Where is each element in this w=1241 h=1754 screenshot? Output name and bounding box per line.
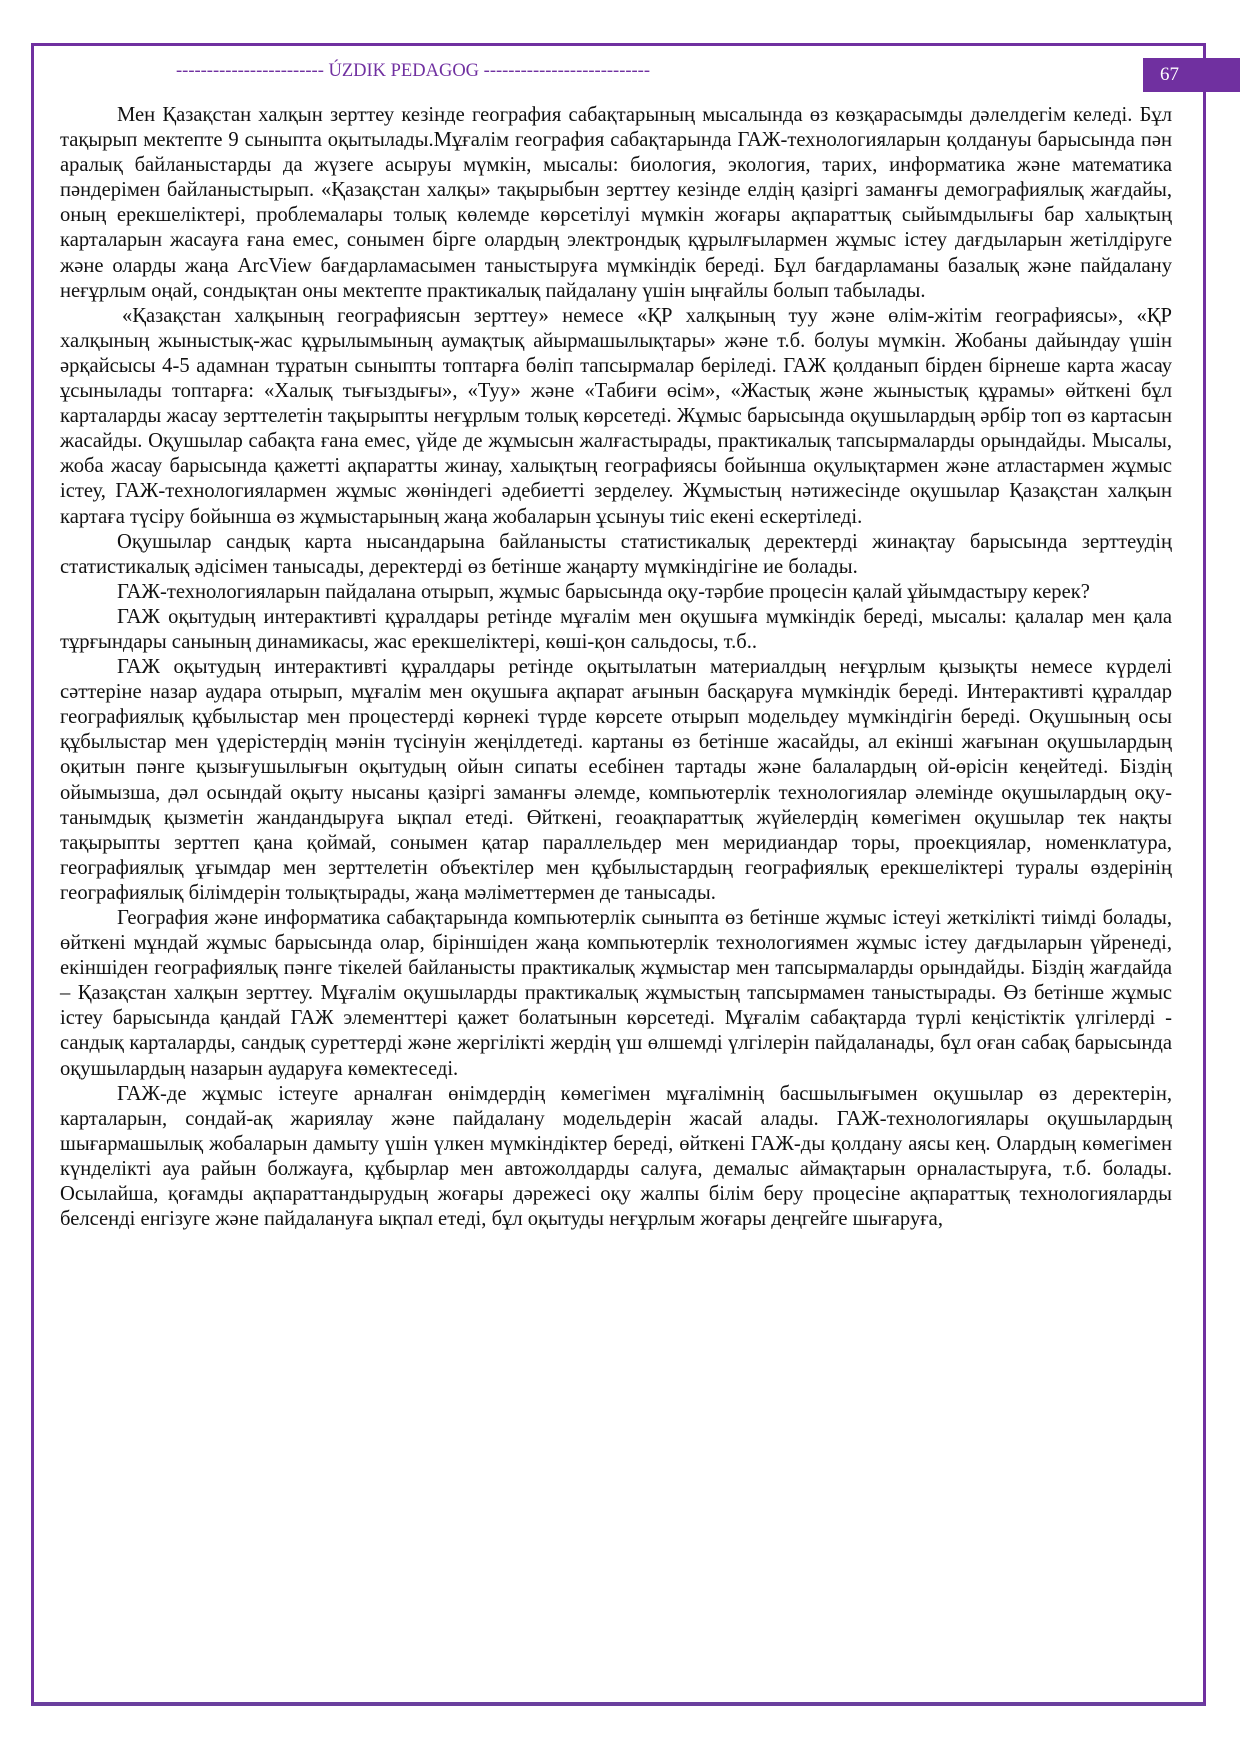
running-header-title: ------------------------ ÚZDIK PEDAGOG ---------------------------: [176, 61, 650, 81]
article-body: [60, 103, 1172, 1232]
paragraph-8: ГАЖ-де жұмыс істеуге арналған өнімдердің көмегімен мұғалімнің басшылығымен оқушылар өз деректерін, карталарын, сондай-ақ жариялау және пайдалану модельдерін жасай алады. ГАЖ-технологиялары оқушылардың шығармашылық жобаларын дамыту үшін үлкен мүмкіндіктер береді, өйткені ГАЖ-ды қолдану аясы кең. Олардың көмегімен күнделікті ауа райын болжауға, құбырлар мен автожолдарды салуға, демалыс аймақтарын орналастыруға, т.б. болады. Осылайша, қоғамды ақпараттандырудың жоғары дәрежесі оқу жалпы білім беру процесіне ақпараттық технологияларды белсенді енгізуге және пайдалануға ықпал етеді, бұл оқытуды неғұрлым жоғары деңгейге шығаруға,: [60, 1082, 1172, 1231]
paragraph-7: География және информатика сабақтарында компьютерлік сыныпта өз бетінше жұмыс істеуі жеткілікті тиімді болады, өйткені мұндай жұмыс барысында олар, біріншіден жаңа компьютерлік технологиямен жұмыс істеу дағдыларын үйренеді, екіншіден географиялық пәнге тікелей байланысты практикалық жұмыстар мен тапсырмаларды орындайды. Біздің жағдайда – Қазақстан халқын зерттеу. Мұғалім оқушыларды практикалық жұмыстың тапсырмамен таныстырады. Өз бетінше жұмыс істеу барысында қандай ГАЖ элементтері қажет болатынын көрсетеді. Мұғалім сабақтарда түрлі кеңістіктік үлгілерді - сандық карталарды, сандық суреттерді және жергілікті жердің үш өлшемді үлгілерін пайдаланады, бұл оған сабақ барысында оқушылардың назарын аударуға көмектеседі.: [60, 907, 1172, 1080]
paragraph-1: Мен Қазақстан халқын зерттеу кезінде география сабақтарының мысалында өз көзқарасымды дәлелдегім келеді. Бұл тақырып мектепте 9 сыныпта оқытылады.Мұғалім география сабақтарында ГАЖ-технологияларын қолдануы барысында пән аралық байланыстарды да жүзеге асыруы мүмкін, мысалы: биология, экология, тарих, информатика және математика пәндерімен байланыстырып. «Қазақстан халқы» тақырыбын зерттеу кезінде елдің қазіргі заманғы демографиялық жағдайы, оның ерекшеліктері, проблемалары толық көлемде көрсетілуі мүмкін жоғары ақпараттық сыйымдылығы бар халықтың карталарын жасауға ғана емес, сонымен бірге олардың электрондық құрылғылармен жұмыс істеу дағдыларын жетілдіруге және оларды жаңа ArcView бағдарламасымен таныстыруға мүмкіндік береді. Бұл бағдарламаны базалық және пайдалану неғұрлым оңай, сондықтан оны мектепте практикалық пайдалану үшін ыңғайлы болып табылады.: [60, 104, 1172, 302]
paragraph-2: «Қазақстан халқының географиясын зерттеу» немесе «ҚР халқының туу және өлім-жітім географиясы», «ҚР халқының жыныстық-жас құрылымының аумақтық айырмашылықтары» және т.б. болуы мүмкін. Жобаны дайындау үшін әрқайсысы 4-5 адамнан тұратын сыныпты топтарға бөліп тапсырмалар беріледі. ГАЖ қолданып бірден бірнеше карта жасау ұсынылады топтарға: «Халық тығыздығы», «Туу» және «Табиғи өсім», «Жастық және жыныстық құрамы» өйткені бұл карталарды жасау зерттелетін тақырыпты неғұрлым толық көрсетеді. Жұмыс барысында оқушылардың әрбір топ өз картасын жасайды. Оқушылар сабақта ғана емес, үйде де жұмысын жалғастырады, практикалық тапсырмаларды орындайды. Мысалы, жоба жасау барысында қажетті ақпаратты жинау, халықтың географиясы бойынша оқулықтармен және атластармен жұмыс істеу, ГАЖ-технологиялармен жұмыс жөніндегі әдебиетті зерделеу. Жұмыстың нәтижесінде оқушылар Қазақстан халқын картаға түсіру бойынша өз жұмыстарының жаңа жобаларын ұсынуы тиіс екені ескертіледі.: [60, 304, 1172, 528]
paragraph-4: ГАЖ-технологияларын пайдалана отырып, жұмыс барысында оқу-тәрбие процесін қалай ұйымдастыру керек?: [117, 580, 1090, 603]
paragraph-6: ГАЖ оқытудың интерактивті құралдары ретінде оқытылатын материалдың неғұрлым қызықты немесе күрделі сәттеріне назар аудара отырып, мұғалім мен оқушыға ақпарат ағынын басқаруға мүмкіндік береді. Интерактивті құралдар географиялық құбылыстар мен процестерді көрнекі түрде көрсете отырып модельдеу мүмкіндігін береді. Оқушының осы құбылыстар мен үдерістердің мәнін түсінуін жеңілдетеді. картаны өз бетінше жасайды, ал екінші жағынан оқушылардың оқитын пәнге қызығушылығын оқытудың ойын сипаты есебінен тартады және балалардың ой-өрісін кеңейтеді. Біздің ойымызша, дәл осындай оқыту нысаны қазіргі заманғы әлемде, компьютерлік технологиялар әлемінде оқушылардың оқу-танымдық қызметін жандандыруға ықпал етеді. Өйткені, геоақпараттық жүйелердің көмегімен оқушылар тек нақты тақырыпты зерттеп қана қоймай, сонымен қатар параллельдер мен меридиандар торы, проекциялар, номенклатура, географиялық ұғымдар мен зерттелетін объектілер мен құбылыстардың географиялық ерекшеліктері туралы өздерінің географиялық білімдерін толықтырады, жаңа мәліметтермен де танысады.: [60, 656, 1172, 904]
paragraph-3: Оқушылар сандық карта нысандарына байланысты статистикалық деректерді жинақтау барысында зерттеудің статистикалық әдісімен танысады, деректерді өз бетінше жаңарту мүмкіндігіне ие болады.: [60, 530, 1172, 578]
paragraph-5: ГАЖ оқытудың интерактивті құралдары ретінде мұғалім мен оқушыға мүмкіндік береді, мысалы: қалалар мен қала тұрғындары санының динамикасы, жас ерекшеліктері, көші-қон сальдосы, т.б..: [60, 605, 1172, 653]
page-number: 67: [1160, 64, 1179, 85]
page-number-badge: [1143, 58, 1240, 92]
